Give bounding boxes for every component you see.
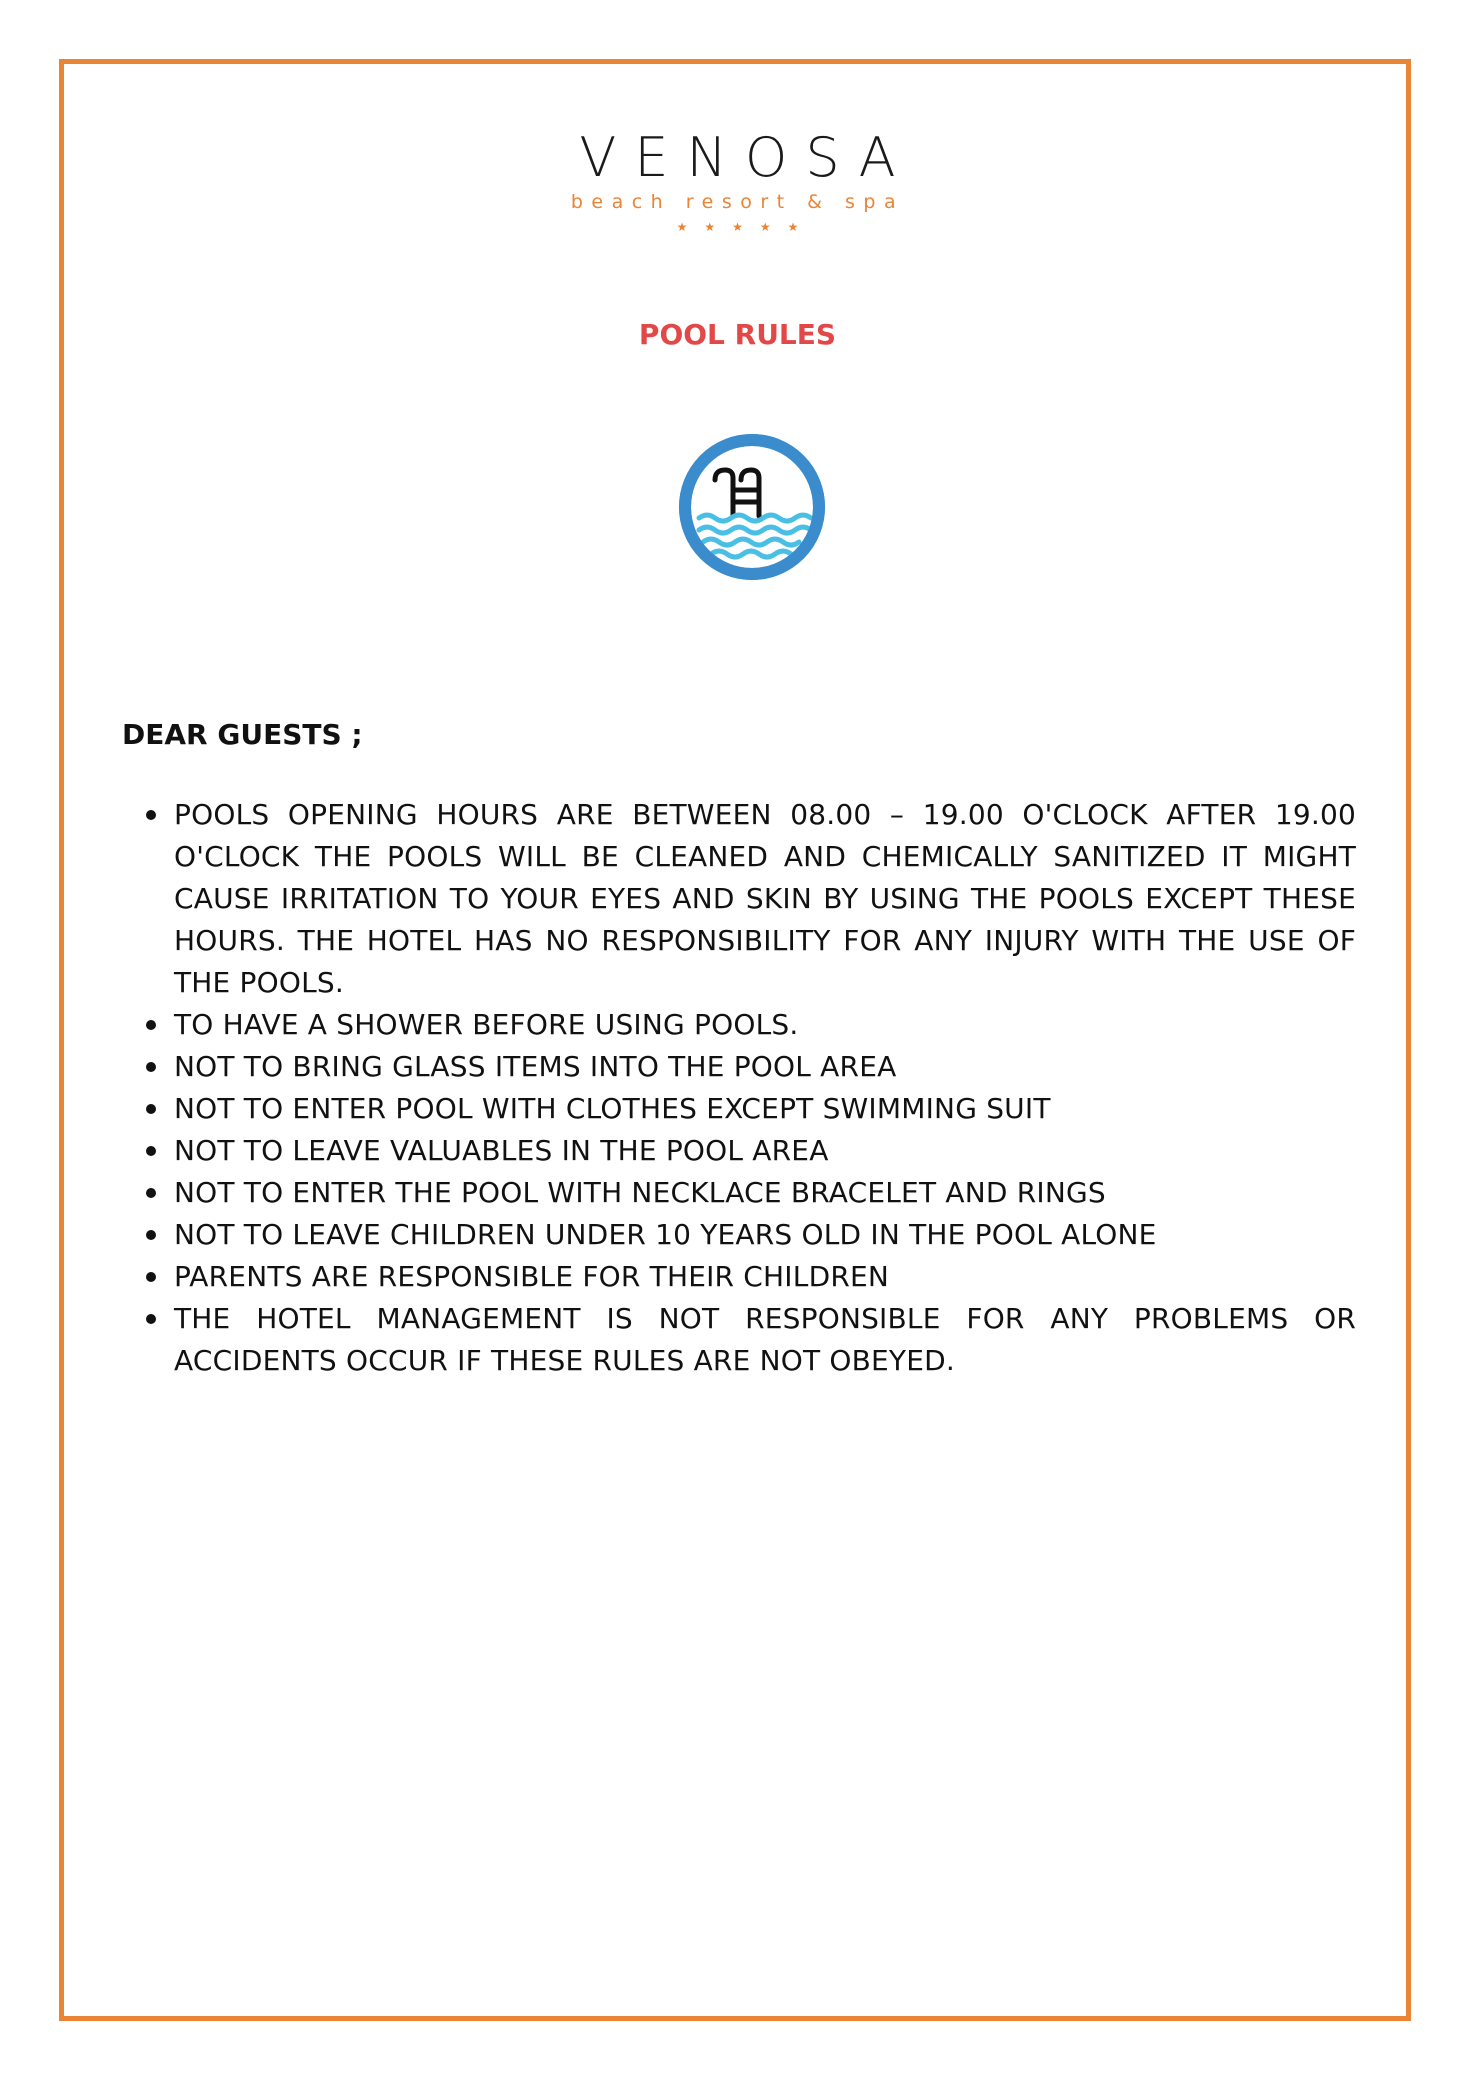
bullet-icon xyxy=(146,1062,156,1072)
rule-text: TO HAVE A SHOWER BEFORE USING POOLS. xyxy=(174,1008,799,1041)
greeting-heading: DEAR GUESTS ; xyxy=(122,718,363,751)
rule-text: POOLS OPENING HOURS ARE BETWEEN 08.00 – 19.00 O'CLOCK AFTER 19.00 O'CLOCK THE POOLS WILL BE CLEANED AND CHEMICALLY SANITIZED IT MIGHT CAUSE IRRITATION TO YOUR EYES AND SKIN BY USING THE POOLS EXCEPT THESE HOURS. THE HOTEL HAS NO RESPONSIBILITY FOR ANY INJURY WITH THE USE OF THE POOLS. xyxy=(174,798,1356,999)
rule-text: NOT TO LEAVE VALUABLES IN THE POOL AREA xyxy=(174,1134,829,1167)
rule-item xyxy=(122,1046,1356,1088)
rule-text: NOT TO ENTER POOL WITH CLOTHES EXCEPT SWIMMING SUIT xyxy=(174,1092,1051,1125)
rule-item xyxy=(122,1130,1356,1172)
rule-item xyxy=(122,1214,1356,1256)
bullet-icon xyxy=(146,1146,156,1156)
venosa-logo xyxy=(0,128,1475,234)
swimming-pool-icon xyxy=(677,432,827,582)
rule-text: NOT TO ENTER THE POOL WITH NECKLACE BRACELET AND RINGS xyxy=(174,1176,1106,1209)
bullet-icon xyxy=(146,1020,156,1030)
rule-item xyxy=(122,1004,1356,1046)
bullet-icon xyxy=(146,1272,156,1282)
bullet-icon xyxy=(146,1314,156,1324)
rules-list xyxy=(122,794,1356,1382)
bullet-icon xyxy=(146,1188,156,1198)
bullet-icon xyxy=(146,810,156,820)
rule-item xyxy=(122,1172,1356,1214)
rule-text: NOT TO LEAVE CHILDREN UNDER 10 YEARS OLD IN THE POOL ALONE xyxy=(174,1218,1157,1251)
rule-item xyxy=(122,794,1356,1004)
bullet-icon xyxy=(146,1104,156,1114)
logo-stars: ★★★★★ xyxy=(676,220,816,234)
page-title: POOL RULES xyxy=(638,318,837,351)
rule-text: THE HOTEL MANAGEMENT IS NOT RESPONSIBLE FOR ANY PROBLEMS OR ACCIDENTS OCCUR IF THESE RULES ARE NOT OBEYED. xyxy=(174,1302,1356,1377)
rule-item xyxy=(122,1298,1356,1382)
rule-text: PARENTS ARE RESPONSIBLE FOR THEIR CHILDREN xyxy=(174,1260,890,1293)
logo-tagline: beach resort & spa xyxy=(570,191,905,213)
logo-wordmark: VENOSA xyxy=(579,126,914,189)
bullet-icon xyxy=(146,1230,156,1240)
rule-item xyxy=(122,1088,1356,1130)
rule-text: NOT TO BRING GLASS ITEMS INTO THE POOL AREA xyxy=(174,1050,897,1083)
rule-item xyxy=(122,1256,1356,1298)
